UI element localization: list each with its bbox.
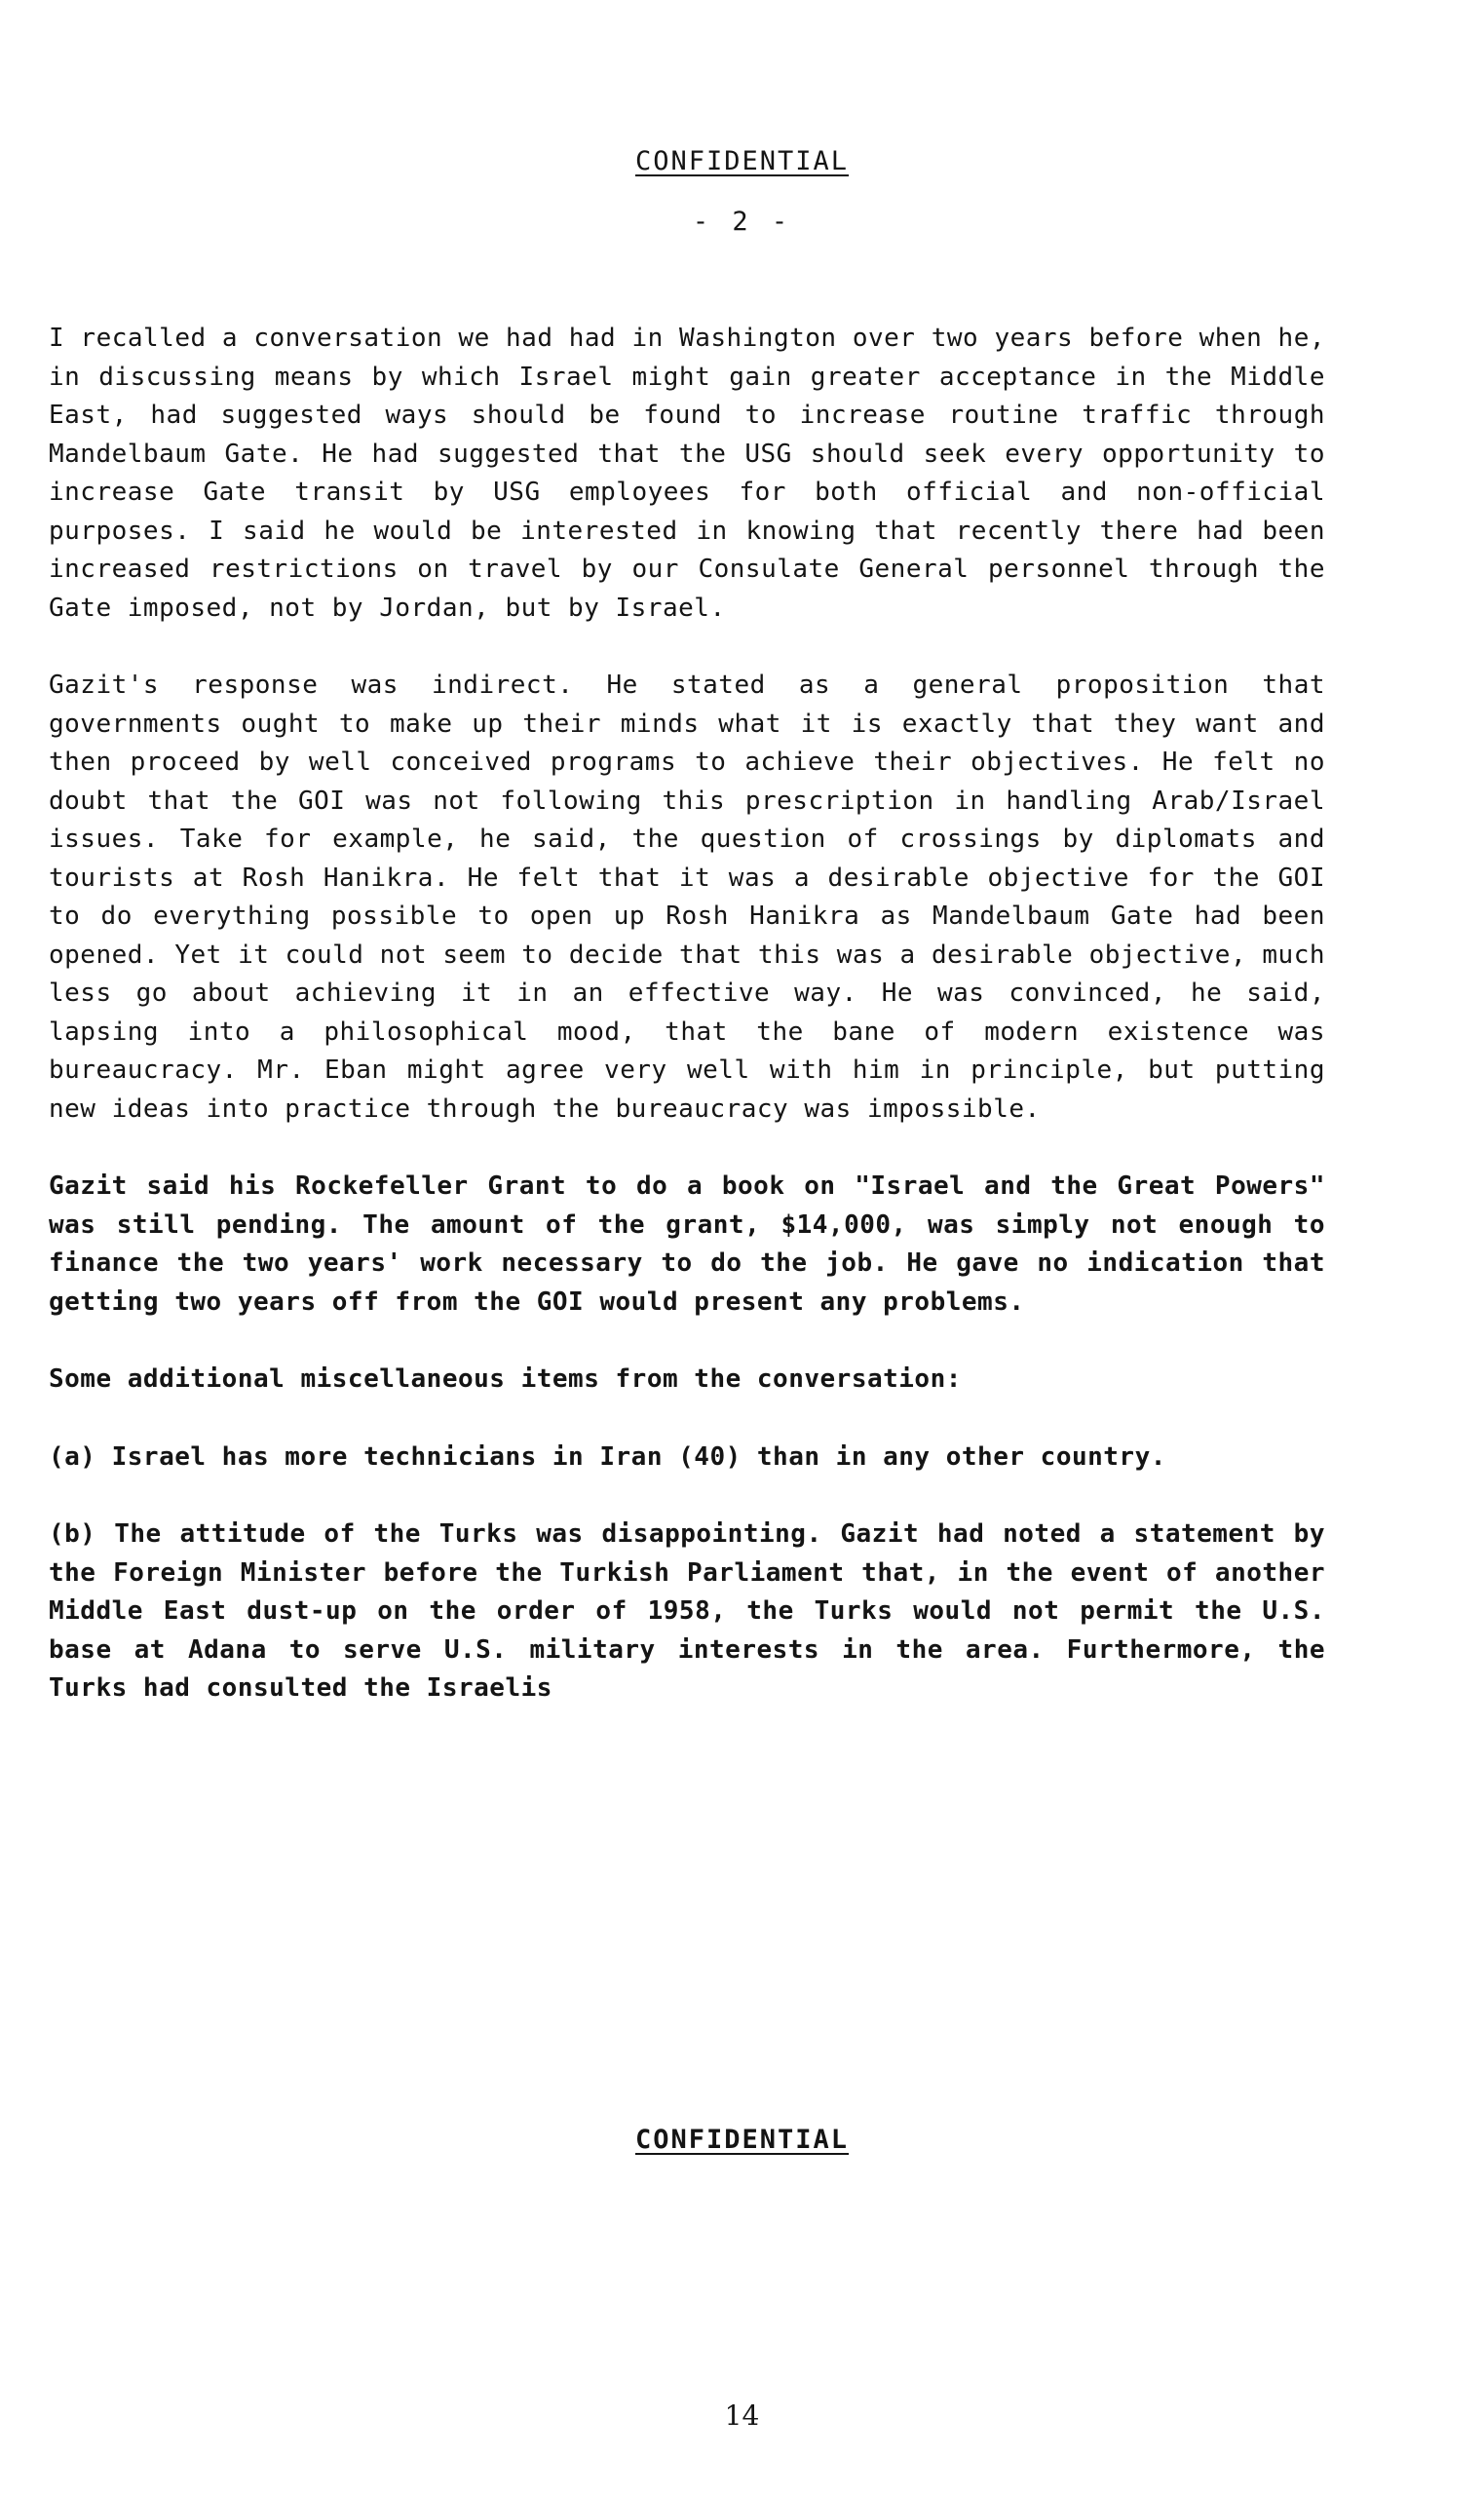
footer-classification: CONFIDENTIAL <box>634 2125 850 2155</box>
paragraph-item-b-turks: (b) The attitude of the Turks was disappointing. Gazit had noted a statement by the Foreign Minister before the Turkish Parliament that, in the event of another Middle East dust-up on the order of 1958, the Turks would not permit the U.S. base at Adana to serve U.S. military interests in the area. Furthermore, the Turks had consulted the Israelis <box>49 1519 1325 1703</box>
paragraph-mandelbaum-gate: I recalled a conversation we had had in Washington over two years before when he, in discussing means by which Israel might gain greater acceptance in the Middle East, had suggested ways should be found to increase routine traffic through Mandelbaum Gate. He had suggested that the USG should seek every opportunity to increase Gate transit by USG employees for both official and non-official purposes. I said he would be interested in knowing that recently there had been increased restrictions on travel by our Consulate General personnel through the Gate imposed, not by Jordan, but by Israel. <box>49 324 1325 623</box>
document-body <box>49 320 1325 1747</box>
paragraph-item-a-iran: (a) Israel has more technicians in Iran (40) than in any other country. <box>49 1441 1166 1472</box>
header-classification: CONFIDENTIAL <box>634 146 850 176</box>
paragraph-gazit-response: Gazit's response was indirect. He stated as a general proposition that governments ought to make up their minds what it is exactly that they want and then proceed by well conceived programs to achieve their objectives. He felt no doubt that the GOI was not following this prescription in handling Arab/Israel issues. Take for example, he said, the question of crossings by diplomats and tourists at Rosh Hanikra. He felt that it was a desirable objective for the GOI to do everything possible to open up Rosh Hanikra as Mandelbaum Gate had been opened. Yet it could not seem to decide that this was a desirable objective, much less go about achieving it in an effective way. He was convinced, he said, lapsing into a philosophical mood, that the bane of modern existence was bureaucracy. Mr. Eban might agree very well with him in principle, but putting new ideas into practice through the bureaucracy was impossible. <box>49 671 1325 1124</box>
paragraph-miscellaneous-intro: Some additional miscellaneous items from the conversation: <box>49 1364 962 1394</box>
page-marker: - 2 - <box>692 207 792 237</box>
paragraph-rockefeller-grant: Gazit said his Rockefeller Grant to do a book on "Israel and the Great Powers" was still pending. The amount of the grant, $14,000, was simply not enough to finance the two years' work necessary to do the job. He gave no indication that getting two years off from the GOI would present any problems. <box>49 1171 1325 1317</box>
page-number: 14 <box>724 2399 760 2432</box>
